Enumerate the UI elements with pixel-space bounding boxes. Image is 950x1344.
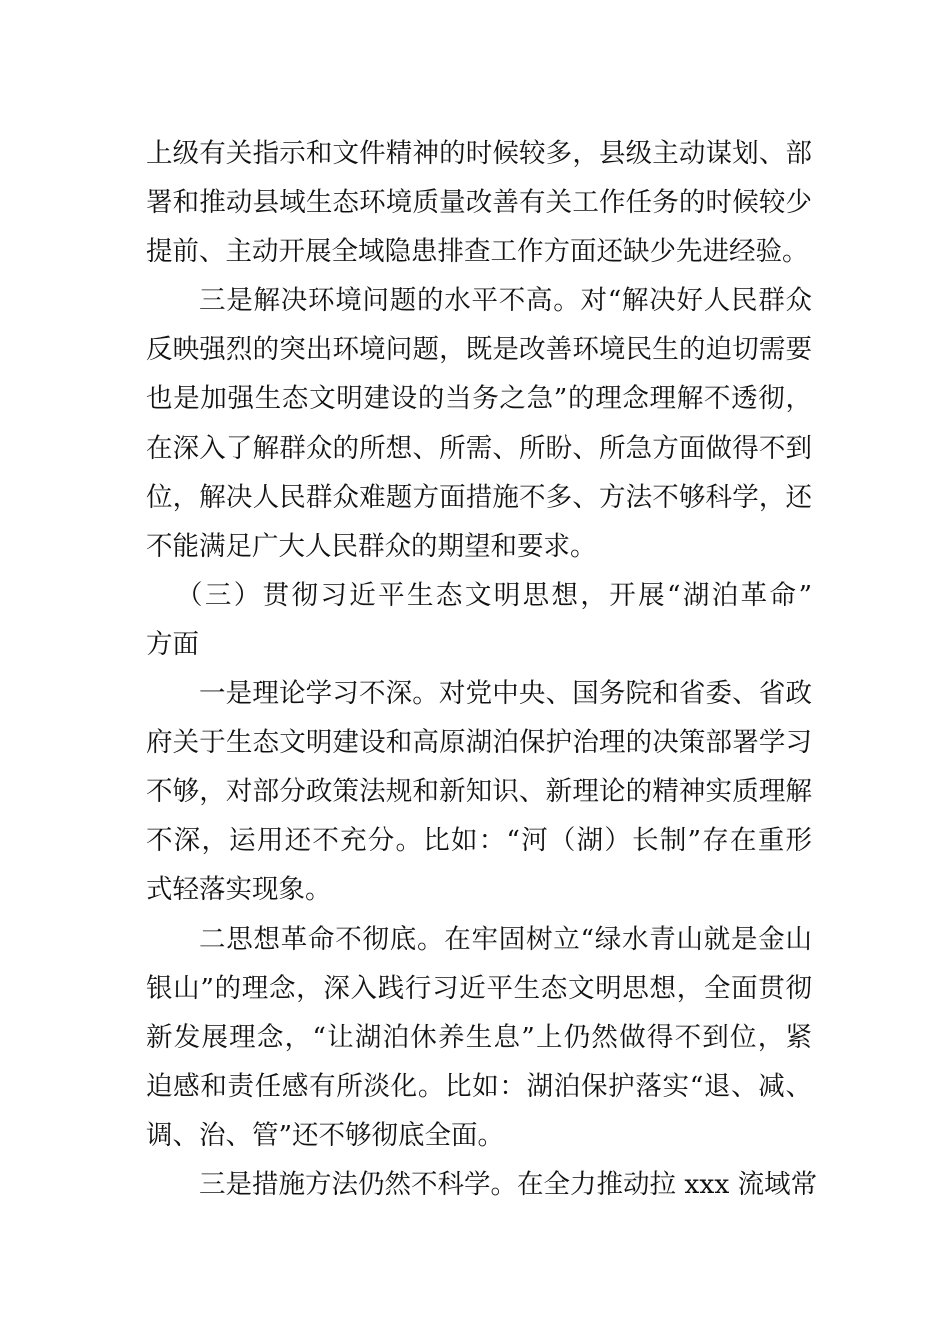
paragraph-line: 不够，对部分政策法规和新知识、新理论的精神实质理解	[146, 776, 812, 808]
document-body	[146, 129, 818, 1209]
paragraph-line: 府关于生态文明建设和高原湖泊保护治理的决策部署学习	[146, 727, 812, 759]
paragraph-line: 新发展理念，“让湖泊休养生息”上仍然做得不到位，紧	[146, 1021, 812, 1053]
paragraph-line: 三是措施方法仍然不科学。在全力推动拉 xxx 流域常	[199, 1168, 818, 1200]
paragraph-line: 不深，运用还不充分。比如：“河（湖）长制”存在重形	[146, 825, 812, 857]
paragraph-line: 提前、主动开展全域隐患排查工作方面还缺少先进经验。	[146, 236, 809, 268]
paragraph-line: 不能满足广大人民群众的期望和要求。	[146, 530, 597, 562]
paragraph-line: 调、治、管”还不够彻底全面。	[146, 1119, 505, 1151]
paragraph-line: 银山”的理念，深入践行习近平生态文明思想，全面贯彻	[146, 972, 812, 1004]
paragraph-line: 一是理论学习不深。对党中央、国务院和省委、省政	[199, 678, 812, 710]
paragraph-line: 迫感和责任感有所淡化。比如：湖泊保护落实“退、减、	[146, 1070, 812, 1102]
paragraph-line: 二思想革命不彻底。在牢固树立“绿水青山就是金山	[199, 923, 812, 955]
paragraph-line: 反映强烈的突出环境问题，既是改善环境民生的迫切需要	[146, 334, 812, 366]
paragraph-line: 式轻落实现象。	[146, 874, 332, 906]
paragraph-line: 在深入了解群众的所想、所需、所盼、所急方面做得不到	[146, 432, 812, 464]
paragraph-line: 三是解决环境问题的水平不高。对“解决好人民群众	[199, 285, 812, 317]
section-heading-line: 方面	[146, 628, 199, 660]
paragraph-line: 位，解决人民群众难题方面措施不多、方法不够科学，还	[146, 481, 812, 513]
paragraph-line: 上级有关指示和文件精神的时候较多，县级主动谋划、部	[146, 138, 812, 169]
paragraph-line: 署和推动县域生态环境质量改善有关工作任务的时候较少	[146, 187, 812, 219]
paragraph-line: 也是加强生态文明建设的当务之急”的理念理解不透彻，	[146, 383, 812, 415]
section-heading-line: （三）贯彻习近平生态文明思想，开展“湖泊革命”	[176, 579, 812, 611]
